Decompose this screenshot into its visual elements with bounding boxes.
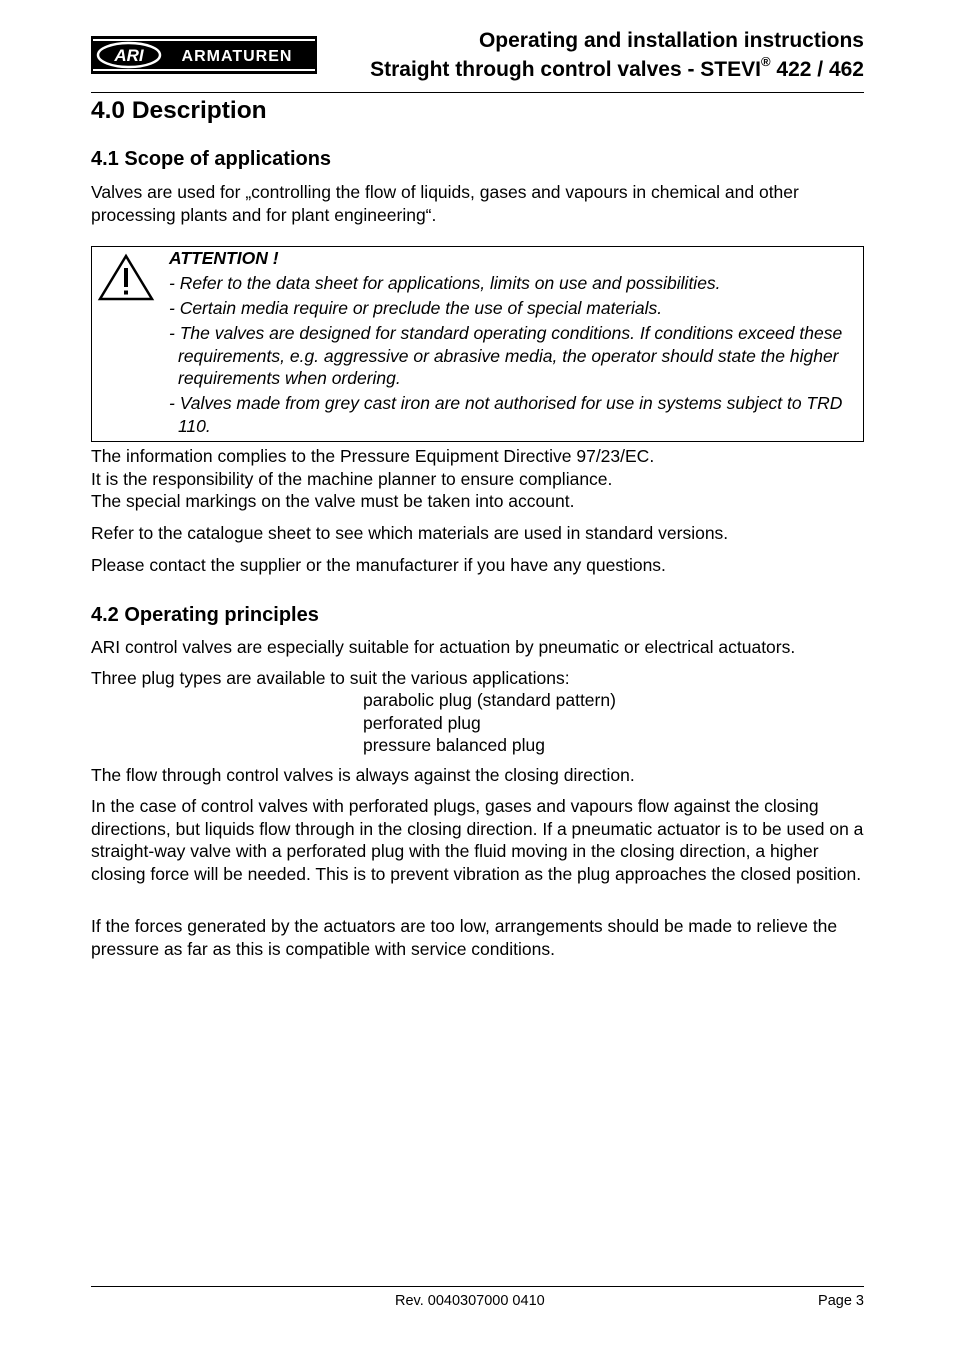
list-item: perforated plug <box>363 712 481 733</box>
principles-paragraph-flow: The flow through control valves is always against the closing direction. <box>91 765 635 785</box>
warning-triangle-icon <box>97 253 155 301</box>
logo-brand-text: ARI <box>114 46 144 65</box>
info-line-markings: The special markings on the valve must be taken into account. <box>91 491 575 511</box>
plug-type-list <box>363 689 616 757</box>
attention-box <box>91 246 864 442</box>
scope-heading: 4.1 Scope of applications <box>91 148 332 170</box>
principles-paragraph-plug-types: Three plug types are available to suit the various applications: <box>91 668 570 688</box>
header-title-line1: Operating and installation instructions <box>478 29 864 52</box>
contact-paragraph: Please contact the supplier or the manufacturer if you have any questions. <box>91 555 666 575</box>
ari-armaturen-logo <box>91 36 317 74</box>
header-title <box>370 26 864 84</box>
attention-item: - Refer to the data sheet for applications, limits on use and possibilities. <box>169 273 721 293</box>
header-title-line2: Straight through control valves - STEVI® 422 / 462 <box>370 54 864 81</box>
principles-paragraph-perforated: In the case of control valves with perforated plugs, gases and vapours flow against the closing directions, but liquids flow through in the closing direction. If a pneumatic actuator is to be used on a straight-way valve with a perforated plug with the fluid moving in the closing direction, a higher closing force will be needed. This is to prevent vibration as the plug approaches the closed position. <box>91 796 864 884</box>
attention-item: - The valves are designed for standard operating conditions. If conditions exceed these requirements, e.g. aggressive or abrasive media, the operator should state the higher requirements when ordering. <box>169 323 843 388</box>
page-number: Page 3 <box>818 1293 864 1309</box>
list-item: parabolic plug (standard pattern) <box>363 690 616 710</box>
section-heading: 4.0 Description <box>91 97 267 124</box>
catalogue-paragraph: Refer to the catalogue sheet to see which materials are used in standard versions. <box>91 523 729 543</box>
info-line-directive: The information complies to the Pressure Equipment Directive 97/23/EC. <box>91 446 655 466</box>
attention-item: - Valves made from grey cast iron are not authorised for use in systems subject to TRD 110. <box>169 393 843 436</box>
page-header <box>91 24 864 93</box>
attention-title: ATTENTION ! <box>169 248 279 268</box>
revision-number: Rev. 0040307000 0410 <box>395 1293 545 1309</box>
scope-intro: Valves are used for „controlling the flow of liquids, gases and vapours in chemical and other processing plants and for plant engineering“. <box>91 182 799 225</box>
principles-heading: 4.2 Operating principles <box>91 604 319 626</box>
principles-paragraph-forces: If the forces generated by the actuators are too low, arrangements should be made to relieve the pressure as far as this is compatible with service conditions. <box>91 916 838 959</box>
info-line-responsibility: It is the responsibility of the machine planner to ensure compliance. <box>91 469 613 489</box>
logo-company-text: ARMATUREN <box>181 48 293 65</box>
list-item: pressure balanced plug <box>363 735 545 755</box>
attention-text <box>169 247 859 437</box>
page-footer <box>91 1286 864 1309</box>
document-page <box>91 0 864 1351</box>
principles-paragraph-actuation: ARI control valves are especially suitable for actuation by pneumatic or electrical actuators. <box>91 637 796 657</box>
attention-item: - Certain media require or preclude the use of special materials. <box>169 298 663 318</box>
